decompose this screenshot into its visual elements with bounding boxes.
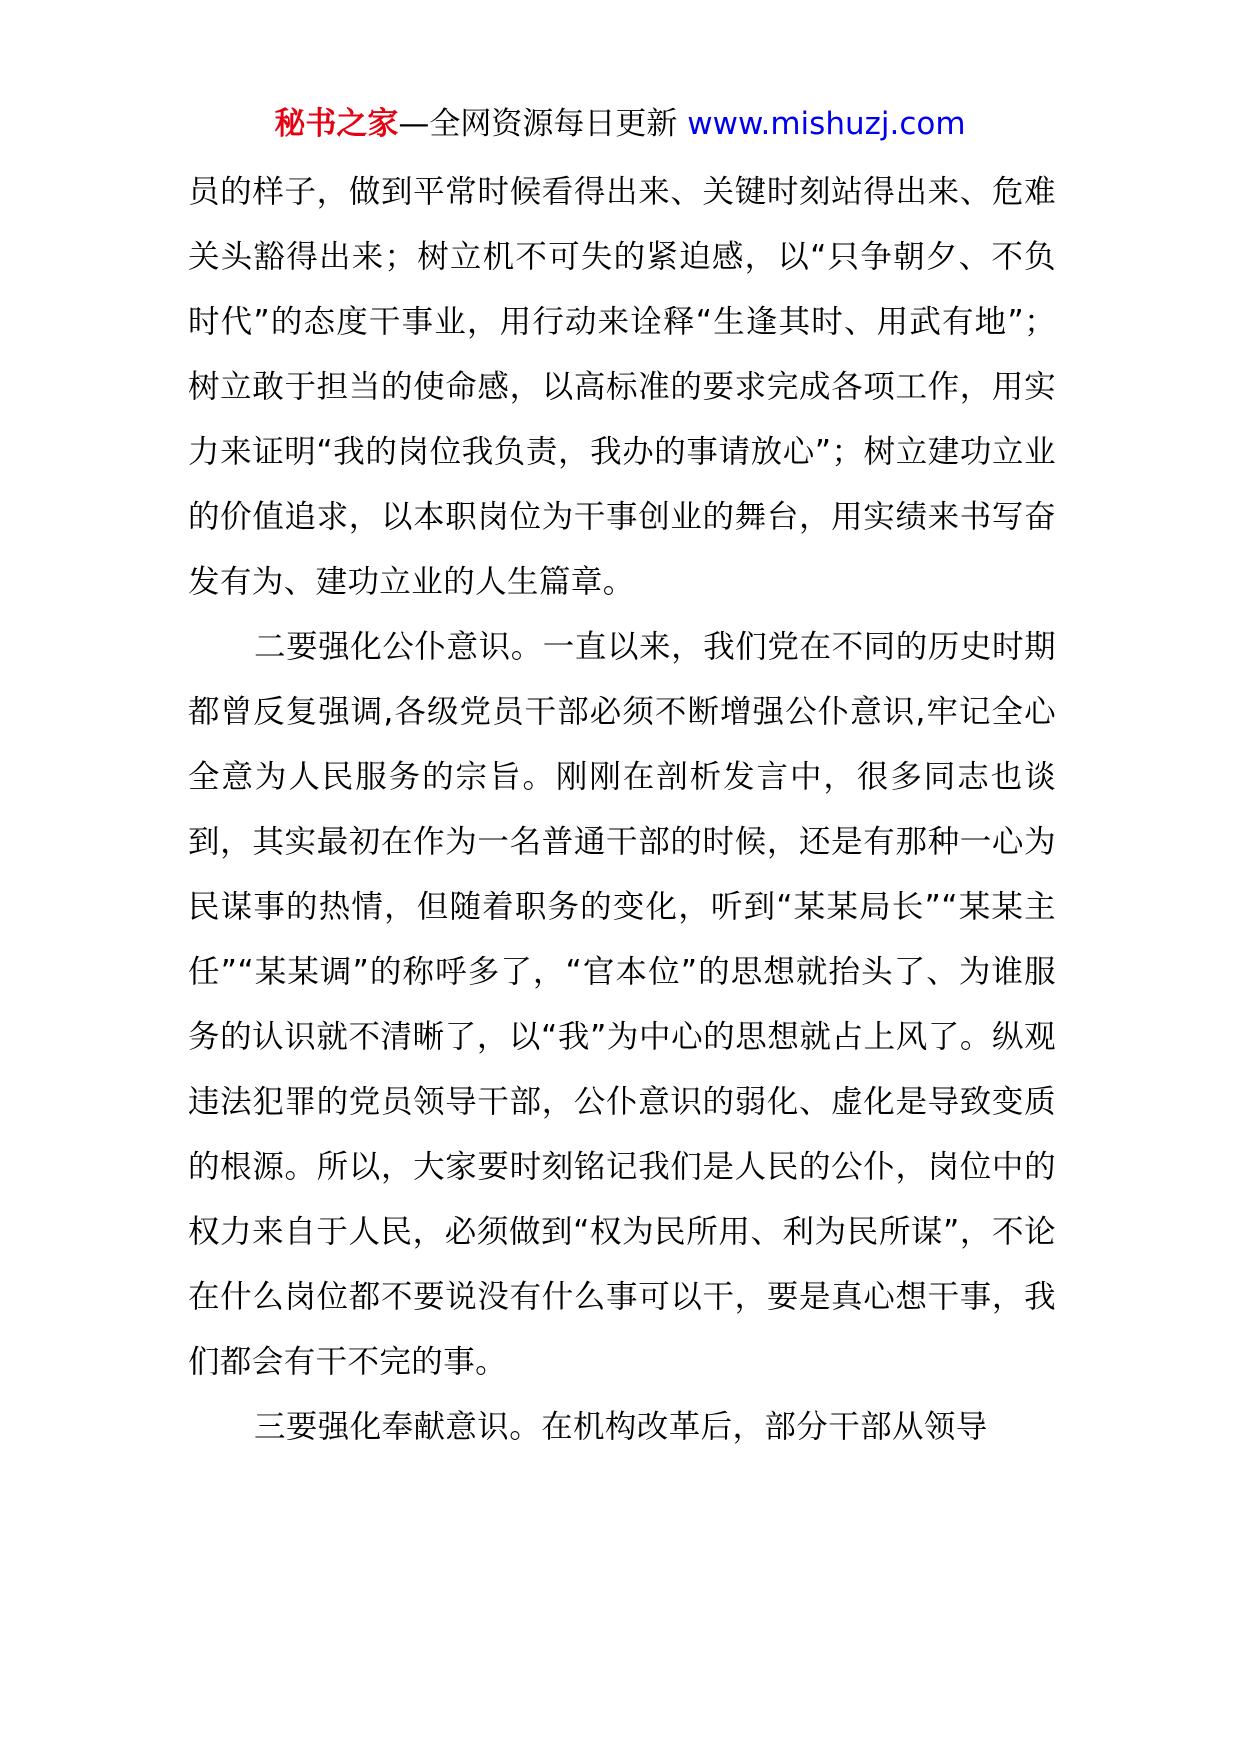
- brand-name: 秘书之家: [274, 106, 399, 142]
- document-body: [188, 160, 1056, 1460]
- website-link[interactable]: www.mishuzj.com: [687, 106, 966, 142]
- paragraph-public-servant: 二要强化公仆意识。一直以来，我们党在不同的历史时期都曾反复强调,各级党员干部必须不断增强公仆意识,牢记全心全意为人民服务的宗旨。刚刚在剖析发言中，很多同志也谈到，其实最初在作为一名普通干部的时候，还是有那种一心为民谋事的热情，但随着职务的变化，听到“某某局长”“某某主任”“某某调”的称呼多了，“官本位”的思想就抬头了、为谁服务的认识就不清晰了，以“我”为中心的思想就占上风了。纵观违法犯罪的党员领导干部，公仆意识的弱化、虚化是导致变质的根源。所以，大家要时刻铭记我们是人民的公仆，岗位中的权力来自于人民，必须做到“权为民所用、利为民所谋”，不论在什么岗位都不要说没有什么事可以干，要是真心想干事，我们都会有干不完的事。: [188, 629, 1056, 1380]
- paragraph-continuation: 员的样子，做到平常时候看得出来、关键时刻站得出来、危难关头豁得出来；树立机不可失的紧迫感，以“只争朝夕、不负时代”的态度干事业，用行动来诠释“生逢其时、用武有地”；树立敢于担当的使命感，以高标准的要求完成各项工作，用实力来证明“我的岗位我负责，我办的事请放心”；树立建功立业的价值追求，以本职岗位为干事创业的舞台，用实绩来书写奋发有为、建功立业的人生篇章。: [188, 174, 1056, 600]
- paragraph-dedication: 三要强化奉献意识。在机构改革后，部分干部从领导: [254, 1409, 988, 1445]
- page-header: [0, 100, 1240, 148]
- header-tagline: —全网资源每日更新: [398, 106, 688, 142]
